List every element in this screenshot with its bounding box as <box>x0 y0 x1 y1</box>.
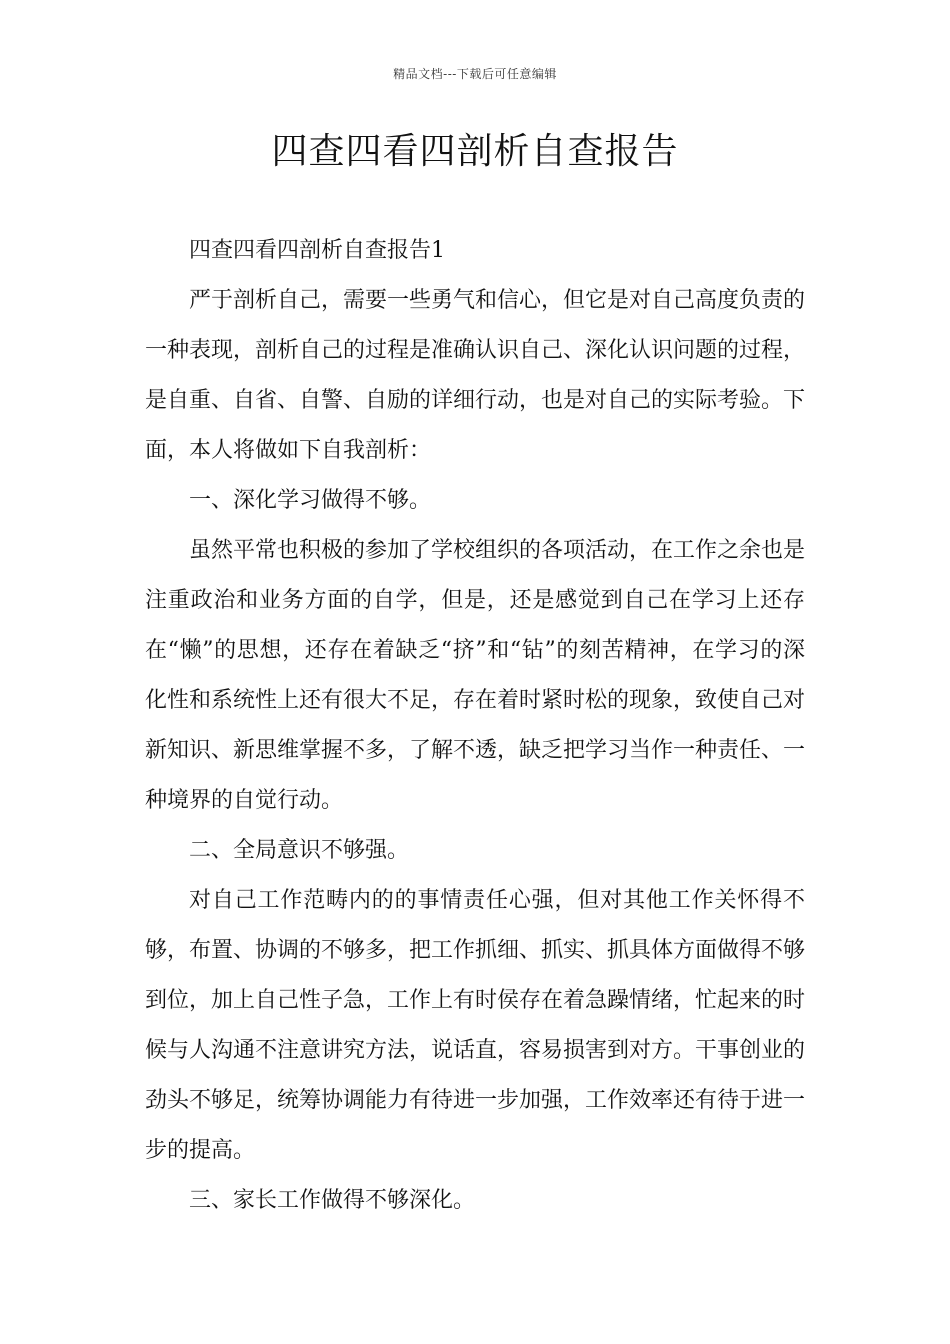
section-body-2: 对自己工作范畴内的的事情责任心强，但对其他工作关怀得不够，布置、协调的不够多，把工作抓细、抓实、抓具体方面做得不够到位，加上自己性子急，工作上有时侯存在着急躁情绪，忙起来的时候与人沟通不注意讲究方法，说话直，容易损害到对方。干事创业的劲头不够足，统筹协调能力有待进一步加强，工作效率还有待于进一步的提高。 <box>145 888 806 1163</box>
section-heading-3: 三、家长工作做得不够深化。 <box>189 1188 476 1213</box>
document-title: 四查四看四剖析自查报告 <box>271 131 679 172</box>
section-body-1: 虽然平常也积极的参加了学校组织的各项活动，在工作之余也是注重政治和业务方面的自学，但是，还是感觉到自己在学习上还存在“懒”的思想，还存在着缺乏“挤”和“钻”的刻苦精神，在学习的深化性和系统性上还有很大不足，存在着时紧时松的现象，致使自己对新知识、新思维掌握不多，了解不透，缺乏把学习当作一种责任、一种境界的自觉行动。 <box>145 538 806 813</box>
intro-paragraph: 严于剖析自己，需要一些勇气和信心，但它是对自己高度负责的一种表现，剖析自己的过程是准确认识自己、深化认识问题的过程，是自重、自省、自警、自励的详细行动，也是对自己的实际考验。下面，本人将做如下自我剖析： <box>145 288 806 463</box>
section-heading-1: 一、深化学习做得不够。 <box>189 488 432 513</box>
report-subtitle: 四查四看四剖析自查报告1 <box>189 238 445 263</box>
section-heading-2: 二、全局意识不够强。 <box>189 838 410 863</box>
document-body <box>145 226 805 1226</box>
header-note: 精品文档---下载后可任意编辑 <box>393 67 557 81</box>
